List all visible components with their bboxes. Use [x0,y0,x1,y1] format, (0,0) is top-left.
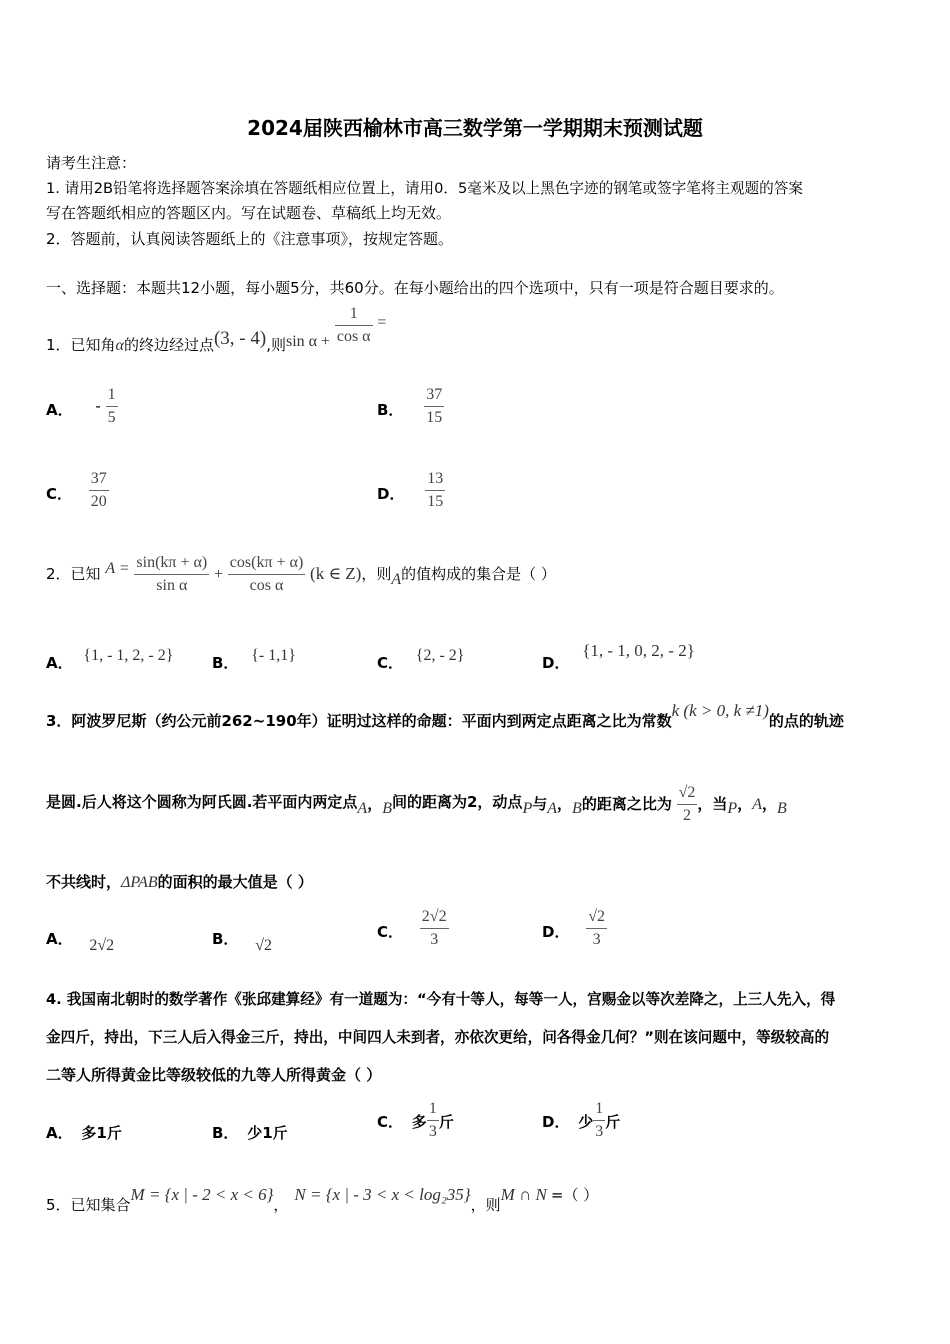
q2-fraction-1: $\frac{\sin(k\pi + \alpha)}{\text{sin α}}$ [136,554,208,594]
q2-fraction-2: $\frac{\cos(k\pi + \alpha)}{\text{cos α}}$ [229,554,304,594]
notice-line-1a: 1. 请用2B铅笔将选择题答案涂填在答题纸相应位置上，请用0．5毫米及以上黑色字迹的钢笔或签字笔将主观题的答案 [46,180,803,197]
q2-option-b[interactable]: B． {- 1,1} [212,647,296,672]
q1-option-c[interactable]: C． $\frac{37}{20}$ [46,470,107,510]
q1-point: (3, - 4) [213,328,267,349]
q1-alpha: α [115,337,124,354]
q5-intersection: M ∩ N [500,1185,547,1204]
question-4-line-3: 二等人所得黄金比等级较低的九等人所得黄金（ ） [46,1066,382,1084]
q1-option-b[interactable]: B． $\frac{37}{15}$ [377,386,443,426]
q5-set-n: N = {x | - 3 < x < log₂35} [294,1185,471,1204]
q1-text: ,则 [266,336,286,354]
question-3-line-1: 3．阿波罗尼斯（约公元前262~190年）证明过这样的命题：平面内到两定点距离之比为常数k (k > 0, k ≠1)的点的轨迹 [46,701,844,730]
q2-option-d[interactable]: D． {1, - 1, 0, 2, - 2} [542,641,695,672]
q1-text: 1．已知角 [46,336,116,354]
notice-line-1b: 写在答题纸相应的答题区内。写在试题卷、草稿纸上均无效。 [46,204,452,222]
q3-option-b[interactable]: B． √2 [212,930,272,954]
q1-expr: sin α + [285,333,331,350]
q2-option-a[interactable]: A． {1, - 1, 2, - 2} [46,647,174,672]
q1-fraction: $\frac{1}{\text{cos α}}$ [336,305,371,345]
page-title: 2024届陕西榆林市高三数学第一学期期末预测试题 [247,116,703,140]
q1-option-d[interactable]: D． $\frac{13}{15}$ [377,470,444,510]
q2-lhs: A = [105,560,130,577]
q4-option-b[interactable]: B． 少1斤 [212,1124,288,1142]
q3-constant-k: k (k > 0, k ≠1) [671,701,769,720]
q2-option-c[interactable]: C． {2, - 2} [377,647,465,672]
notice-heading: 请考生注意： [46,154,137,172]
notice-line-2: 2．答题前，认真阅读答题纸上的《注意事项》，按规定答题。 [46,230,454,248]
question-3-line-2: 是圆.后人将这个圆称为阿氏圆.若平面内两定点A，B间的距离为2，动点P与A，B的距离之比为 $\frac{√2}{2}$ ，当P，A，B [46,782,787,827]
q1-option-a[interactable]: A． - $\frac{1}{5}$ [46,386,116,426]
question-1 [46,303,387,354]
q4-option-d[interactable]: D． 少 $\frac{1}{3}$ 斤 [542,1100,621,1140]
q4-option-a[interactable]: A． 多1斤 [46,1124,122,1142]
q3-ratio: $\frac{√2}{2}$ [678,784,696,824]
q3-option-a[interactable]: A． 2√2 [46,930,115,954]
section-1-heading: 一、选择题：本题共12小题，每小题5分，共60分。在每小题给出的四个选项中，只有一项是符合题目要求的。 [46,279,784,297]
q1-eq: = [377,314,387,331]
question-4-line-1: 4. 我国南北朝时的数学著作《张邱建算经》有一道题为：“今有十等人，每等一人，宫赐金以等次差降之，上三人先入，得 [46,991,836,1008]
q5-set-m: M = {x | - 2 < x < 6} [130,1185,274,1204]
q4-option-c[interactable]: C． 多 $\frac{1}{3}$ 斤 [377,1100,454,1140]
q3-triangle: ΔPAB [121,874,158,891]
question-5: 5．已知集合M = {x | - 2 < x < 6}，N = {x | - 3 < x < log₂35}，则M ∩ N =（ ） [46,1185,599,1214]
question-3-line-3: 不共线时，ΔPAB的面积的最大值是（ ） [46,873,313,891]
question-4-line-2: 金四斤，持出，下三人后入得金三斤，持出，中间四人未到者，亦依次更给，问各得金几何？”则在该问题中，等级较高的 [46,1029,830,1046]
question-2: 2．已知 A = $\frac{\sin(k\pi + \alpha)}{\text{sin α}}$ + $\frac{\cos(k\pi + \alpha)}{\text{cos α}}$ (k ∈ Z)，则A的值构成的集合是（ ） [46,552,556,597]
q1-text: 的终边经过点 [123,336,214,354]
q3-option-c[interactable]: C． $\frac{2√2}{3}$ [377,908,447,948]
q3-option-d[interactable]: D． $\frac{√2}{3}$ [542,908,606,948]
q2-condition: (k ∈ Z) [310,564,362,583]
